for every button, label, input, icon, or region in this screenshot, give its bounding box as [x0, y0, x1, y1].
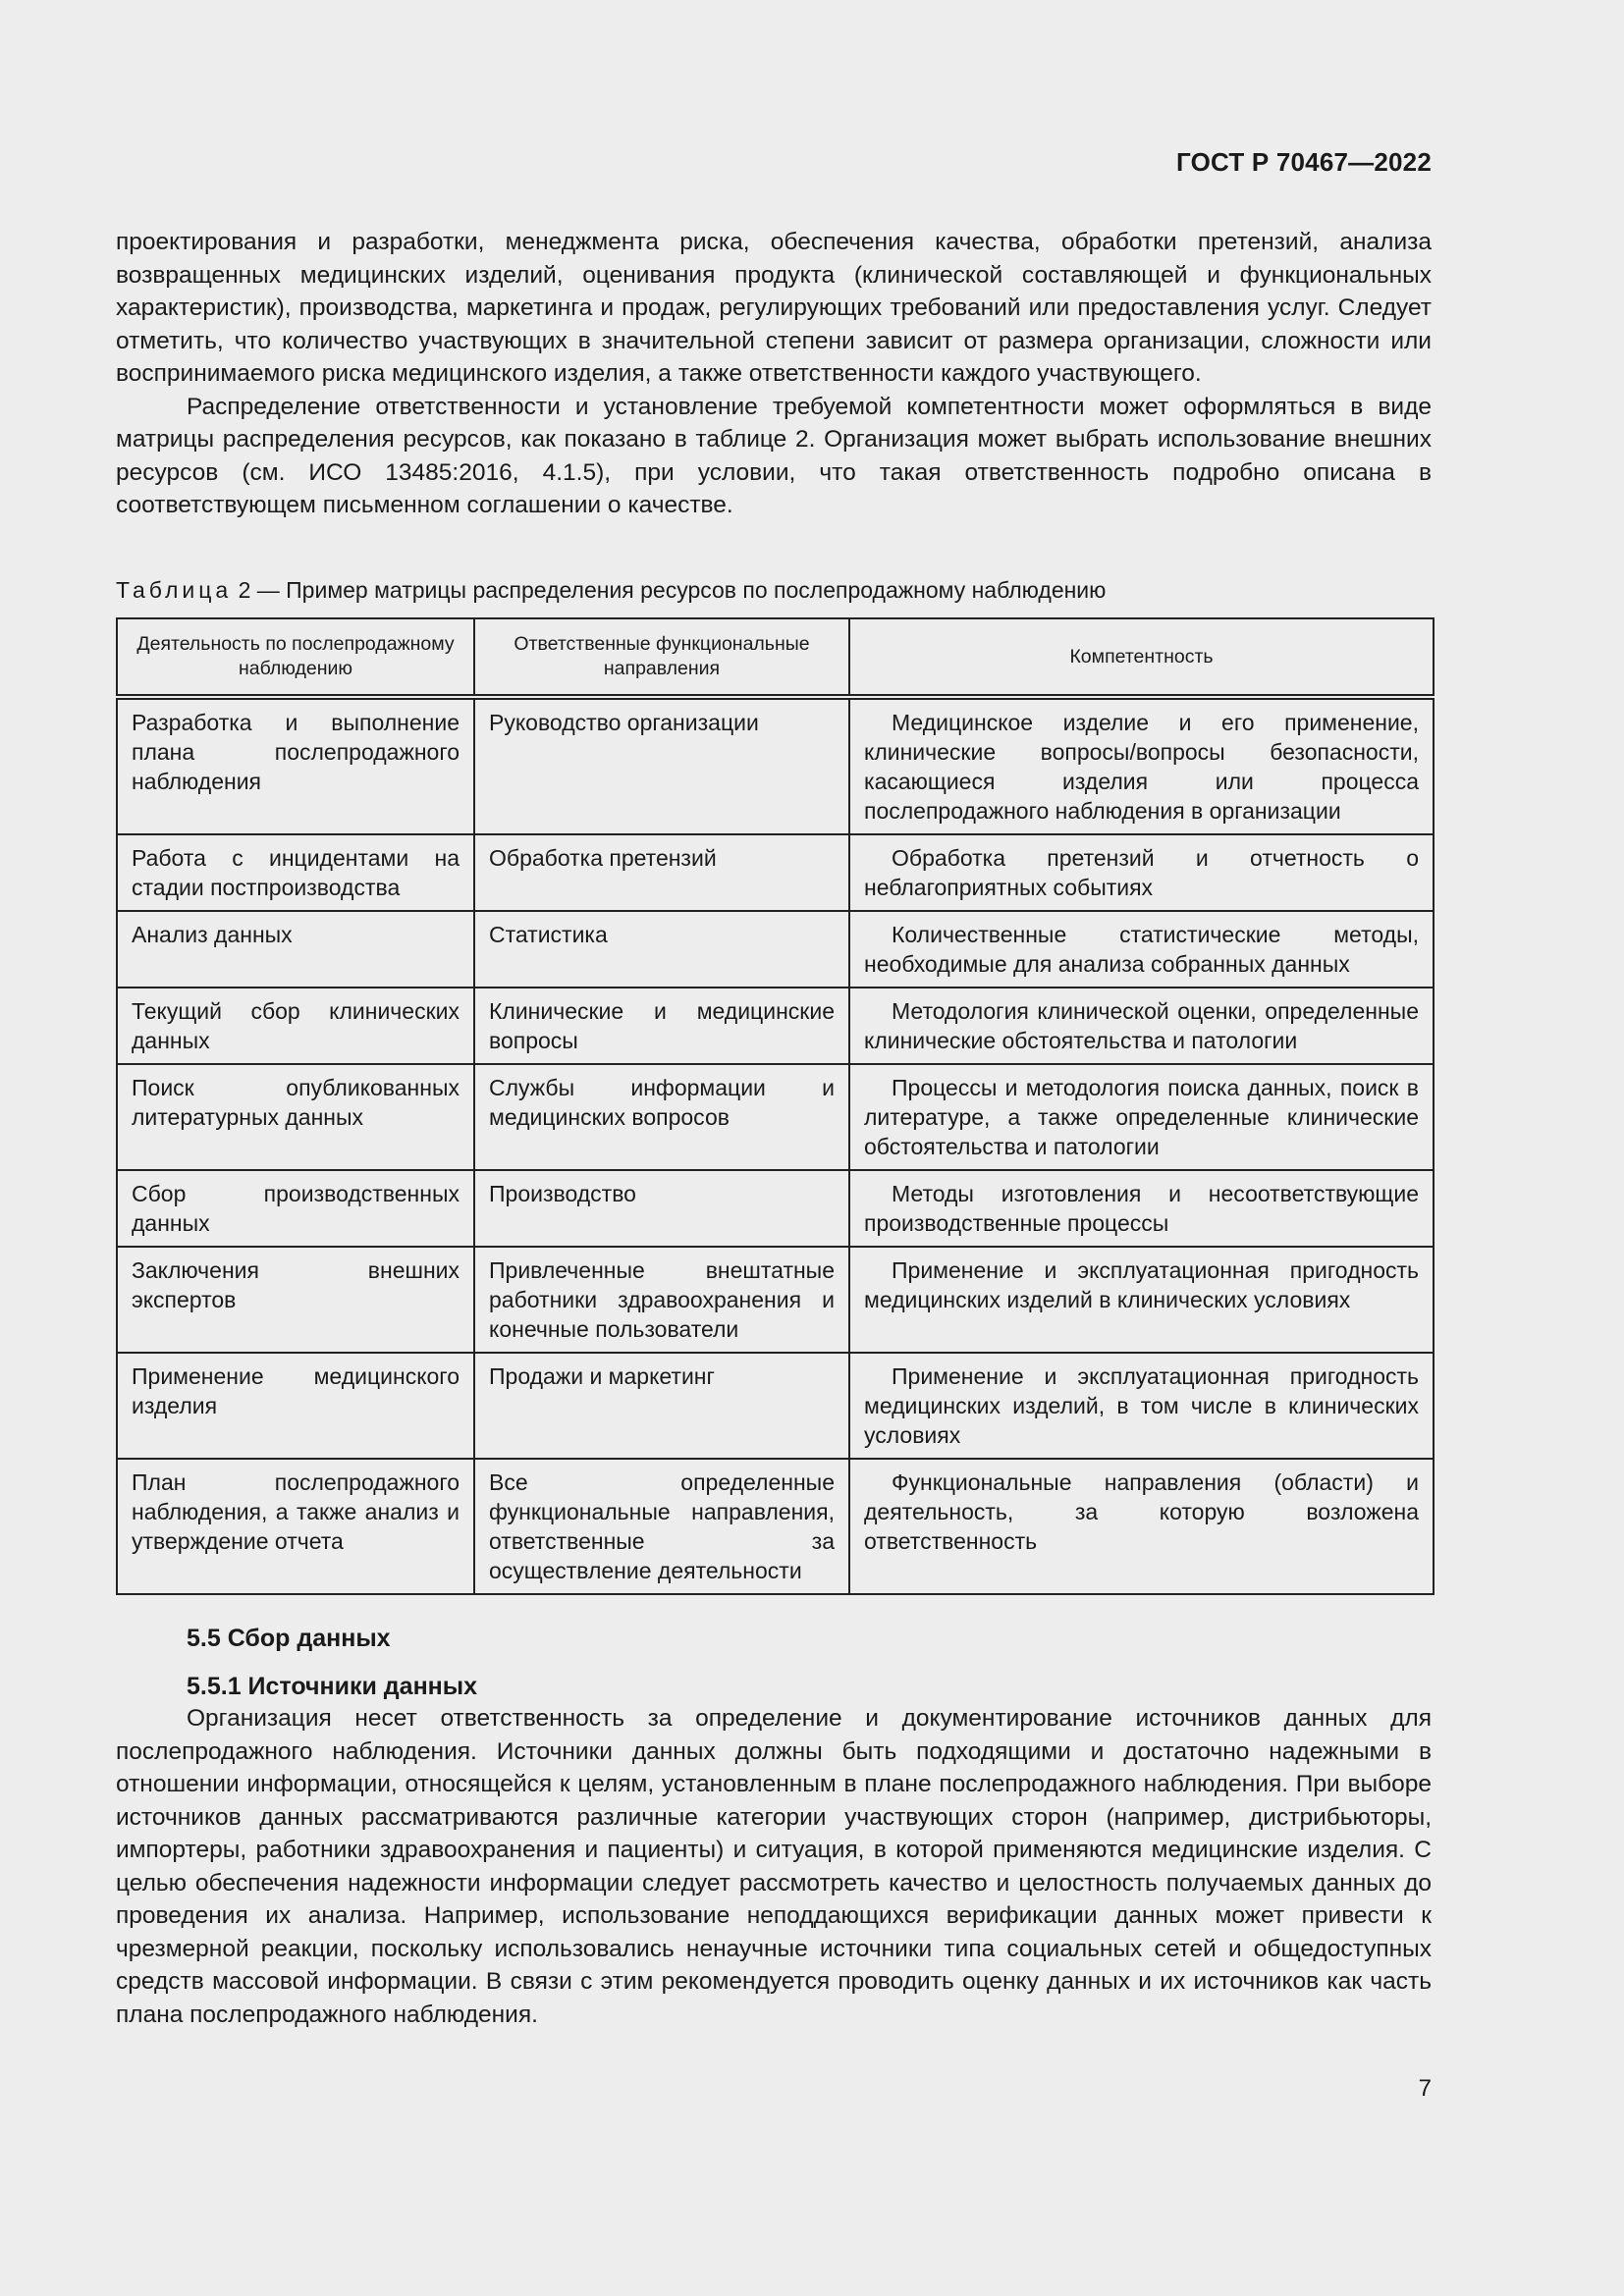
column-header-activity: Деятельность по послепродажному наблюдению: [117, 618, 474, 697]
table-caption-label: Таблица: [116, 577, 233, 603]
cell-competence: Обработка претензий и отчетность о неблагоприятных событиях: [849, 834, 1434, 911]
cell-function: Производство: [474, 1170, 849, 1247]
cell-competence: Медицинское изделие и его применение, клинические вопросы/вопросы безопасности, касающиеся изделия или процесса послепродажного наблюдения в организации: [849, 697, 1434, 834]
cell-activity: Применение медицинского изделия: [117, 1353, 474, 1459]
cell-activity: Текущий сбор клинических данных: [117, 988, 474, 1064]
cell-competence: Процессы и методология поиска данных, поиск в литературе, а также определенные клинические обстоятельства и патологии: [849, 1064, 1434, 1170]
section-5-5-1-paragraph: Организация несет ответственность за определение и документирование источников данных для послепродажного наблюдения. Источники данных должны быть подходящими и достаточно надежными в отношении информации, относящейся к целям, установленным в плане послепродажного наблюдения. При выборе источников данных рассматриваются различные категории участвующих сторон (например, дистрибьюторы, импортеры, работники здравоохранения и пациенты) и ситуация, в которой применяются медицинские изделия. С целью обеспечения надежности информации следует рассмотреть качество и целостность получаемых данных до проведения их анализа. Например, использование неподдающихся верификации данных может привести к чрезмерной реакции, поскольку использовались ненаучные источники типа социальных сетей и общедоступных средств массовой информации. В связи с этим рекомендуется проводить оценку данных и их источников как часть плана послепродажного наблюдения.: [116, 1705, 1432, 2028]
table-row: [117, 911, 1434, 988]
resource-matrix-table: [116, 617, 1435, 1595]
table-caption-text: 2 — Пример матрицы распределения ресурсов по послепродажному наблюдению: [238, 577, 1107, 603]
intro-paragraph-1: проектирования и разработки, менеджмента риска, обеспечения качества, обработки претензий, анализа возвращенных медицинских изделий, оценивания продукта (клинической составляющей и функциональных характеристик), производства, маркетинга и продаж, регулирующих требований или предоставления услуг. Следует отметить, что количество участвующих в значительной степени зависит от размера организации, сложности или воспринимаемого риска медицинского изделия, а также ответственности каждого участвующего.: [116, 229, 1432, 387]
cell-activity: Разработка и выполнение плана послепродажного наблюдения: [117, 697, 474, 834]
document-page: [116, 0, 1432, 2296]
section-5-5-1-text: [116, 1702, 1432, 2031]
cell-activity: Заключения внешних экспертов: [117, 1247, 474, 1353]
cell-function: Привлеченные внештатные работники здравоохранения и конечные пользователи: [474, 1247, 849, 1353]
cell-activity: Сбор производственных данных: [117, 1170, 474, 1247]
cell-activity: План послепродажного наблюдения, а также анализ и утверждение отчета: [117, 1459, 474, 1594]
cell-function: Обработка претензий: [474, 834, 849, 911]
cell-function: Службы информации и медицинских вопросов: [474, 1064, 849, 1170]
cell-competence: Методы изготовления и несоответствующие производственные процессы: [849, 1170, 1434, 1247]
cell-function: Руководство организации: [474, 697, 849, 834]
cell-competence: Применение и эксплуатационная пригодность медицинских изделий в клинических условиях: [849, 1247, 1434, 1353]
table-row: [117, 834, 1434, 911]
cell-competence: Количественные статистические методы, необходимые для анализа собранных данных: [849, 911, 1434, 988]
table-row: [117, 1353, 1434, 1459]
table-row: [117, 697, 1434, 834]
table-row: [117, 1064, 1434, 1170]
cell-competence: Применение и эксплуатационная пригодность медицинских изделий, в том числе в клинических условиях: [849, 1353, 1434, 1459]
intro-paragraph-2: Распределение ответственности и установление требуемой компетентности может оформляться в виде матрицы распределения ресурсов, как показано в таблице 2. Организация может выбрать использование внешних ресурсов (см. ИСО 13485:2016, 4.1.5), при условии, что такая ответственность подробно описана в соответствующем письменном соглашении о качестве.: [116, 393, 1432, 518]
cell-competence: Функциональные направления (области) и деятельность, за которую возложена ответственность: [849, 1459, 1434, 1594]
table-header-row: [117, 618, 1434, 697]
table-row: [117, 1170, 1434, 1247]
cell-activity: Анализ данных: [117, 911, 474, 988]
cell-activity: Поиск опубликованных литературных данных: [117, 1064, 474, 1170]
cell-function: Все определенные функциональные направления, ответственные за осуществление деятельности: [474, 1459, 849, 1594]
section-heading-5-5-1: 5.5.1 Источники данных: [187, 1673, 478, 1700]
cell-function: Продажи и маркетинг: [474, 1353, 849, 1459]
cell-function: Статистика: [474, 911, 849, 988]
document-code: ГОСТ Р 70467—2022: [1176, 147, 1432, 177]
table-row: [117, 1459, 1434, 1594]
column-header-function: Ответственные функциональные направления: [474, 618, 849, 697]
intro-text: [116, 226, 1432, 522]
table-row: [117, 988, 1434, 1064]
cell-function: Клинические и медицинские вопросы: [474, 988, 849, 1064]
section-heading-5-5: 5.5 Сбор данных: [187, 1625, 391, 1652]
page-number: 7: [1418, 2075, 1432, 2102]
table-caption: [116, 575, 1106, 605]
cell-activity: Работа с инцидентами на стадии постпроизводства: [117, 834, 474, 911]
cell-competence: Методология клинической оценки, определенные клинические обстоятельства и патологии: [849, 988, 1434, 1064]
table-row: [117, 1247, 1434, 1353]
column-header-competence: Компетентность: [849, 618, 1434, 697]
